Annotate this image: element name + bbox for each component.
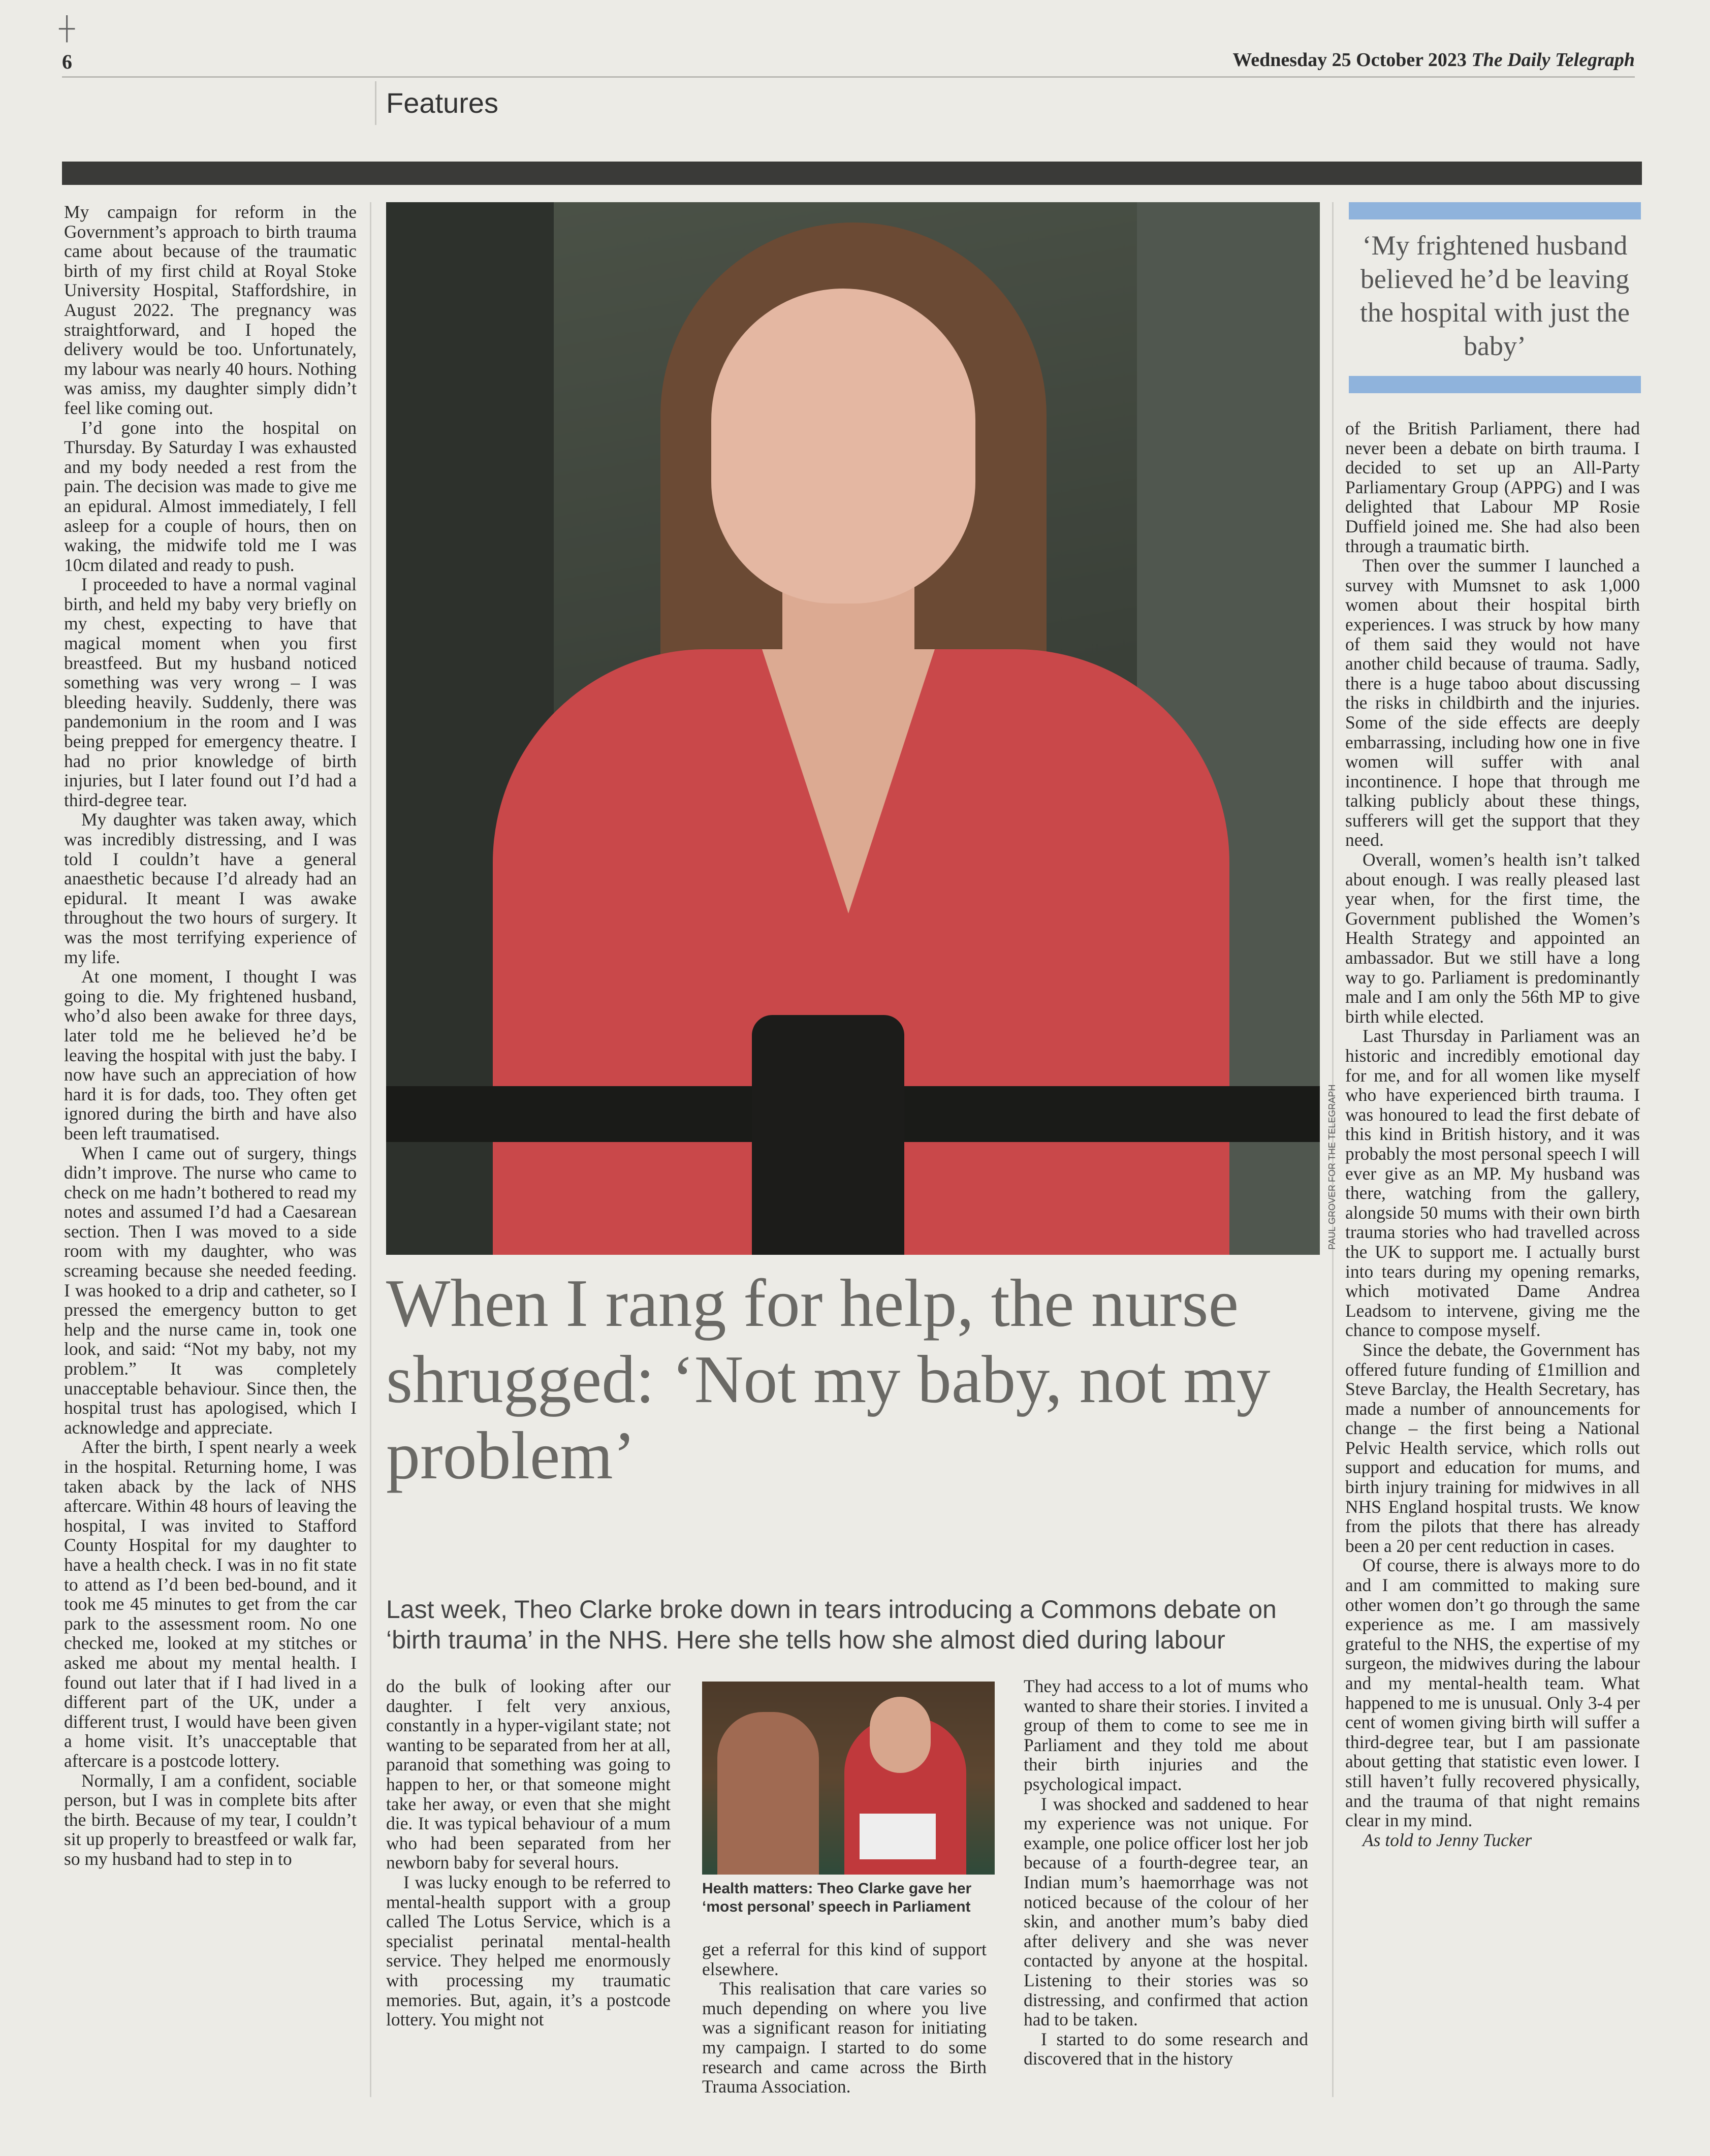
column-rule bbox=[370, 202, 371, 2097]
issue-date: Wednesday 25 October 2023 bbox=[1232, 49, 1467, 71]
masthead bbox=[1232, 49, 1635, 71]
article-column-4 bbox=[1024, 1676, 1308, 2069]
paragraph: I was lucky enough to be referred to mental-health support with a group called The Lotus Service, which is a specialist perinatal mental-health service. They helped me enormously with processing my traumatic memories. But, again, it’s a postcode lottery. You might not bbox=[386, 1872, 671, 2030]
lead-photo bbox=[386, 202, 1320, 1255]
paragraph: Then over the summer I launched a survey with Mumsnet to ask 1,000 women about their hospital birth experiences. I was struck by how many of them said they would not have another child because of trauma. Sadly, there is a huge taboo about discussing the risks in childbirth and the injuries. Some of the side effects are deeply embarrassing, including how one in five women will suffer with anal incontinence. I hope that through me talking publicly about these things, sufferers will get the support that they need. bbox=[1345, 555, 1640, 850]
paragraph: Since the debate, the Government has offered future funding of £1million and Steve Barclay, the Health Secretary, has made a number of announcements for change – the first being a National Pelvic Health service, which rolls out support and education for mums, and birth injury training for midwives in all NHS England hospital trusts. We know from the pilots that there has already been a 20 per cent reduction in cases. bbox=[1345, 1339, 1640, 1556]
headline: When I rang for help, the nurse shrugged: ‘Not my baby, not my problem’ bbox=[386, 1265, 1271, 1493]
paragraph: After the birth, I spent nearly a week in the hospital. Returning home, I was taken aback by the lack of NHS aftercare. Within 48 hours of leaving the hospital, I was invited to Stafford County Hospital for my daughter to have a health check. I was in no fit state to attend as I’d been bed-bound, and it took me 45 minutes to get from the car park to the assessment room. No one checked me, looked at my stitches or asked me about my mental health. I found out later that if I had lived in a different part of the UK, under a different trust, I would have been given a home visit. It’s unacceptable that aftercare is a postcode lottery. bbox=[64, 1437, 357, 1771]
paragraph: do the bulk of looking after our daughter. I felt very anxious, constantly in a hyper-vigilant state; not wanting to be separated from her at all, paranoid that something was going to happen to her, or that someone might take her away, or even that she might die. It was typical behaviour of a mum who had been separated from her newborn baby for several hours. bbox=[386, 1676, 671, 1873]
paragraph: get a referral for this kind of support elsewhere. bbox=[702, 1939, 987, 1979]
photo-credit: PAUL GROVER FOR THE TELEGRAPH bbox=[1327, 1084, 1337, 1250]
header-band bbox=[62, 162, 1642, 185]
paragraph: They had access to a lot of mums who wanted to share their stories. I invited a group of them to come to see me in Parliament and they told me about their birth injuries and the psychological impact. bbox=[1024, 1676, 1308, 1794]
paragraph: Last Thursday in Parliament was an historic and incredibly emotional day for me, and for all women like myself who have experienced birth trauma. I was honoured to lead the first debate of this kind in British history, and it was probably the most personal speech I will ever give as an MP. My husband was there, watching from the gallery, alongside 50 mums with their own birth trauma stories who had travelled across the UK to support me. I actually burst into tears during my opening remarks, which motivated Dame Andrea Leadsom to intervene, giving me the chance to compose myself. bbox=[1345, 1026, 1640, 1341]
byline: As told to Jenny Tucker bbox=[1363, 1829, 1532, 1850]
paragraph: I was shocked and saddened to hear my experience was not unique. For example, one police officer lost her job because of a fourth-degree tear, an Indian mum’s haemorrhage was not noticed because of the colour of her skin, and another mum’s baby died after delivery and she was never contacted by anyone at the hospital. Listening to their stories was so distressing, and confirmed that action had to be taken. bbox=[1024, 1793, 1308, 2030]
article-column-5 bbox=[1345, 419, 1640, 1850]
article-column-1 bbox=[64, 202, 357, 1868]
paragraph: I’d gone into the hospital on Thursday. By Saturday I was exhausted and my body needed a rest from the pain. The decision was made to give me an epidural. Almost immediately, I fell asleep for a couple of hours, then on waking, the midwife told me I was 10cm dilated and ready to push. bbox=[64, 417, 357, 575]
standfirst: Last week, Theo Clarke broke down in tears introducing a Commons debate on ‘birth trauma’ in the NHS. Here she tells how she almost died during labour bbox=[386, 1595, 1277, 1654]
pull-quote-bar-bottom bbox=[1349, 376, 1641, 393]
section-label: Features bbox=[386, 87, 498, 119]
paper-name: The Daily Telegraph bbox=[1471, 49, 1635, 71]
paragraph: Overall, women’s health isn’t talked about enough. I was really pleased last year when, for the first time, the Government published the Women’s Health Strategy and appointed an ambassador. But we still have a long way to go. Parliament is predominantly male and I am only the 56th MP to give birth while elected. bbox=[1345, 849, 1640, 1027]
inline-photo bbox=[702, 1682, 995, 1875]
paragraph: Normally, I am a confident, sociable person, but I was in complete bits after the birth. Because of my tear, I couldn’t sit up properly to breastfeed or walk far, so my husband had to step in to bbox=[64, 1770, 357, 1869]
pull-quote-bar-top bbox=[1349, 202, 1641, 219]
photo-caption: Health matters: Theo Clarke gave her ‘most personal’ speech in Parliament bbox=[702, 1880, 972, 1915]
top-rule bbox=[62, 76, 1635, 78]
paragraph: I started to do some research and discovered that in the history bbox=[1024, 2028, 1308, 2069]
paragraph: This realisation that care varies so much depending on where you live was a significant reason for initiating my campaign. I started to do some research and came across the Birth Trauma Association. bbox=[702, 1978, 987, 2097]
paragraph: Of course, there is always more to do and I am committed to making sure other women don’t go through the same experience as me. I am massively grateful to the NHS, the expertise of my surgeon, the midwives during the labour and my mental-health team. What happened to me is unusual. Only 3-4 per cent of women giving birth will suffer a third-degree tear, but I am passionate about getting that statistic even lower. I still haven’t fully recovered physically, and the trauma of that night remains clear in my mind. bbox=[1345, 1555, 1640, 1831]
crop-mark: ┼ bbox=[59, 16, 75, 41]
paragraph: My campaign for reform in the Government’s approach to birth trauma came about because of the traumatic birth of my first child at Royal Stoke University Hospital, Staffordshire, in August 2022. The pregnancy was straightforward, and I hoped the delivery would be too. Unfortunately, my labour was nearly 40 hours. Nothing was amiss, my daughter simply didn’t feel like coming out. bbox=[64, 202, 357, 418]
paragraph: When I came out of surgery, things didn’t improve. The nurse who came to check on me hadn’t bothered to read my notes and assumed I’d had a Caesarean section. Then I was moved to a side room with my daughter, who was screaming because she needed feeding. I was hooked to a drip and catheter, so I pressed the emergency button to get help and the nurse came in, took one look, and said: “Not my baby, not my problem.” It was completely unacceptable behaviour. Since then, the hospital trust has apologised, which I acknowledge and appreciate. bbox=[64, 1143, 357, 1438]
paragraph: I proceeded to have a normal vaginal birth, and held my baby very briefly on my chest, expecting to have that magical moment when you first breastfeed. But my husband noticed something was very wrong – I was bleeding heavily. Suddenly, there was pandemonium in the room and I was being prepped for emergency theatre. I had no prior knowledge of birth injuries, but I later found out I’d had a third-degree tear. bbox=[64, 574, 357, 810]
paragraph: My daughter was taken away, which was incredibly distressing, and I was told I couldn’t have a general anaesthetic because I’d already had an epidural. It meant I was awake throughout the two hours of surgery. It was the most terrifying experience of my life. bbox=[64, 809, 357, 967]
paragraph: At one moment, I thought I was going to die. My frightened husband, who’d also been awake for three days, later told me he believed he’d be leaving the hospital with just the baby. I now have such an appreciation of how hard it is for dads, too. They often get ignored during the birth and have also been left traumatised. bbox=[64, 966, 357, 1144]
section-divider bbox=[375, 81, 376, 125]
paragraph: of the British Parliament, there had never been a debate on birth trauma. I decided to set up an All-Party Parliamentary Group (APPG) and I was delighted that Labour MP Rosie Duffield joined me. She had also been through a traumatic birth. bbox=[1345, 418, 1640, 556]
article-column-2 bbox=[386, 1676, 671, 2030]
article-column-3 bbox=[702, 1940, 987, 2097]
page-number: 6 bbox=[62, 50, 72, 73]
pull-quote: ‘My frightened husband believed he’d be leaving the hospital with just the baby’ bbox=[1360, 230, 1630, 361]
